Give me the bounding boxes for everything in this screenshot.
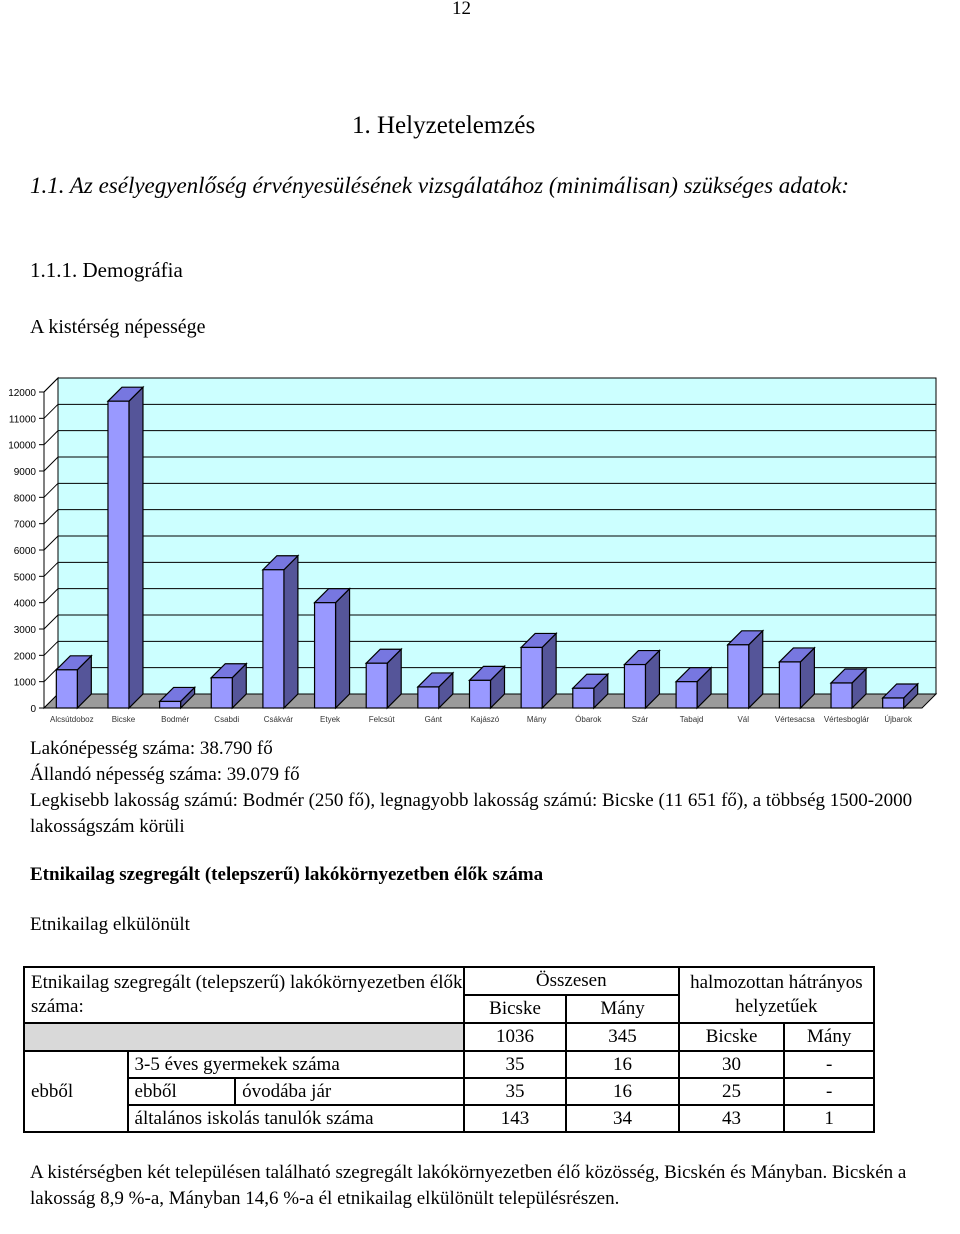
header-halmozottan: halmozottan hátrányos helyzetűek — [679, 967, 874, 1023]
bar-vál — [728, 631, 763, 708]
y-tick-label: 7000 — [13, 519, 36, 531]
table-cell: 16 — [566, 1051, 678, 1078]
bar-vértesacsa — [779, 648, 814, 708]
header-bicske: Bicske — [464, 995, 567, 1023]
x-tick-label: Csákvár — [263, 715, 294, 724]
row3-label: általános iskolás tanulók száma — [128, 1105, 464, 1132]
y-tick-label: 9000 — [13, 467, 36, 478]
table-cell: - — [784, 1078, 874, 1105]
table-cell: 16 — [566, 1078, 678, 1105]
y-tick-label: 1000 — [13, 677, 36, 689]
bar-mány — [521, 633, 556, 708]
y-tick-label: 2000 — [13, 651, 36, 663]
ebbol-label: ebből — [24, 1051, 128, 1132]
y-tick-label: 11000 — [8, 414, 36, 426]
table-cell: - — [784, 1051, 874, 1078]
x-tick-label: Kajászó — [470, 715, 500, 724]
y-tick-label: 4000 — [13, 598, 36, 610]
x-tick-label: Óbarok — [575, 715, 602, 724]
bar-szár — [624, 651, 659, 708]
total-many: 345 — [566, 1023, 678, 1051]
table-cell: 35 — [464, 1078, 567, 1105]
y-tick-label: 0 — [30, 704, 36, 715]
x-tick-label: Alcsútdoboz — [50, 715, 94, 724]
table-cell: 35 — [464, 1051, 567, 1078]
heading-3: 1.1.1. Demográfia — [30, 258, 183, 282]
y-tick-label: 12000 — [8, 388, 36, 399]
header-hh-many: Mány — [784, 1023, 874, 1051]
row2-label-a: ebből — [128, 1078, 236, 1105]
final-paragraph: A kistérségben két településen található szegregált lakókörnyezetben élő közösség, Bicskén és Mányban. Bicskén a lakosság 8,9 %-a, Mányban 14,6 %-a él etnikailag elkülönült településrészen. — [30, 1162, 907, 1209]
x-tick-label: Bodmér — [161, 715, 190, 724]
y-tick-label: 6000 — [13, 546, 36, 557]
bar-bicske — [108, 387, 143, 708]
x-tick-label: Gánt — [424, 715, 443, 724]
x-tick-label: Vértesboglár — [823, 715, 870, 724]
chart-title: A kistérség népessége — [30, 316, 206, 338]
segregation-table — [23, 966, 875, 1133]
table-cell: 43 — [679, 1105, 785, 1132]
x-tick-label: Szár — [631, 715, 649, 724]
table-row-header: Etnikailag szegregált (telepszerű) lakókörnyezetben élők száma: — [24, 967, 464, 1023]
row2-label-b: óvodába jár — [235, 1078, 464, 1105]
header-many: Mány — [566, 995, 678, 1023]
y-tick-label: 5000 — [13, 572, 36, 584]
population-bar-chart — [0, 372, 960, 732]
bar-csákvár — [263, 556, 298, 708]
section-heading: Etnikailag szegregált (telepszerű) lakókörnyezetben élők száma — [30, 864, 544, 885]
table-cell: 30 — [679, 1051, 785, 1078]
x-tick-label: Bicske — [111, 715, 136, 724]
x-tick-label: Felcsút — [368, 715, 395, 724]
y-tick-label: 10000 — [8, 440, 36, 452]
stat-permanent-population: Állandó népesség száma: 39.079 fő — [30, 764, 300, 785]
stat-population-summary: Legkisebb lakosság számú: Bodmér (250 fő), legnagyobb lakosság számú: Bicske (11 651 fő), a többség 1500-2000 lakosságszám körüli — [30, 790, 913, 837]
x-tick-label: Etyek — [320, 715, 341, 724]
bar-felcsút — [366, 649, 401, 708]
y-tick-label: 8000 — [13, 493, 36, 505]
x-tick-label: Csabdi — [214, 715, 240, 724]
shaded-cell — [24, 1023, 464, 1051]
x-tick-label: Tabajd — [679, 715, 704, 724]
x-tick-label: Vál — [737, 715, 750, 724]
header-osszesen: Összesen — [464, 967, 679, 995]
table-cell: 1 — [784, 1105, 874, 1132]
y-tick-label: 3000 — [13, 625, 36, 636]
table-cell: 25 — [679, 1078, 785, 1105]
heading-1: 1. Helyzetelemzés — [352, 112, 536, 139]
x-tick-label: Újbarok — [884, 715, 912, 724]
heading-2: 1.1. Az esélyegyenlőség érvényesülésének vizsgálatához (minimálisan) szükséges adatok: — [30, 173, 850, 198]
page-number: 12 — [452, 0, 471, 19]
stat-resident-population: Lakónépesség száma: 38.790 fő — [30, 738, 273, 759]
total-bicske: 1036 — [464, 1023, 567, 1051]
section-subheading: Etnikailag elkülönült — [30, 914, 190, 935]
header-hh-bicske: Bicske — [679, 1023, 785, 1051]
row1-label: 3-5 éves gyermekek száma — [128, 1051, 464, 1078]
x-tick-label: Mány — [526, 715, 547, 724]
table-cell: 143 — [464, 1105, 567, 1132]
table-cell: 34 — [566, 1105, 678, 1132]
x-tick-label: Vértesacsa — [774, 715, 815, 724]
bar-etyek — [315, 589, 350, 708]
